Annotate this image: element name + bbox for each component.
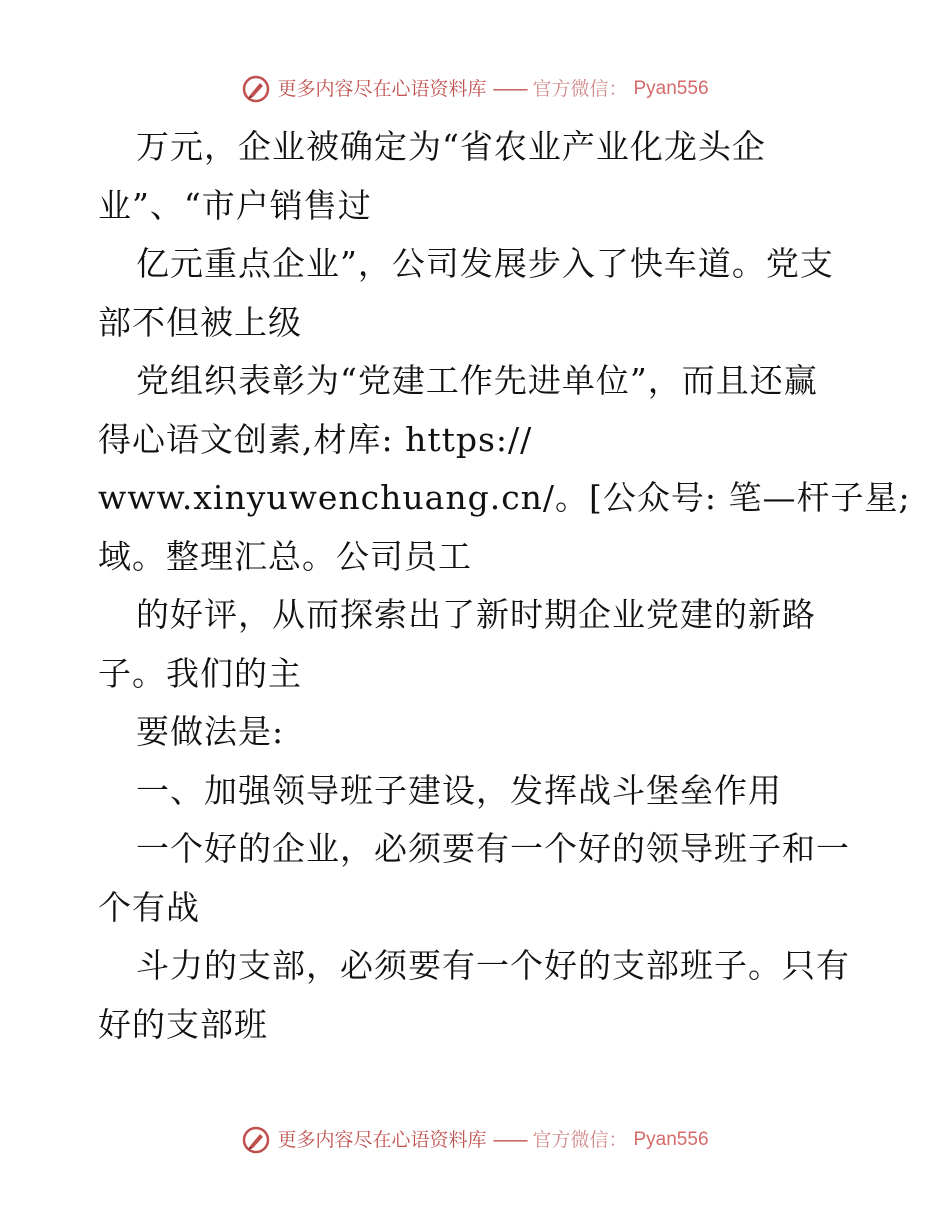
text-line: 部不但被上级 — [98, 302, 302, 342]
text-line: 要做法是: — [136, 712, 285, 751]
text-line: 的好评，从而探索出了新时期企业党建的新路 — [136, 595, 816, 634]
watermark-wechat-id: Pyan556 — [633, 78, 709, 99]
text-line: 亿元重点企业”，公司发展步入了快车道。党支 — [136, 244, 834, 283]
text-line: 一个好的企业，必须要有一个好的领导班子和一 — [136, 829, 850, 868]
footer-watermark — [0, 1125, 950, 1155]
header-watermark — [0, 74, 950, 104]
text-line: www.xinyuwenchuang.cn/。[公众号: 笔—杆子星; — [98, 478, 911, 517]
text-line: 党组织表彰为“党建工作先进单位”，而且还赢 — [136, 361, 818, 400]
text-line: 一、加强领导班子建设，发挥战斗堡垒作用 — [136, 770, 782, 810]
watermark-label: 官方微信： — [532, 78, 628, 100]
text-line: 得心语文创素,材库: https:// — [98, 419, 533, 459]
watermark-label: 官方微信： — [532, 1129, 628, 1151]
text-line: 子。我们的主 — [98, 653, 302, 693]
text-line: 万元，企业被确定为“省农业产业化龙头企 — [136, 127, 766, 166]
text-line: 个有战 — [98, 887, 200, 927]
text-line: 斗力的支部，必须要有一个好的支部班子。只有 — [136, 946, 850, 985]
text-line: 域。整理汇总。公司员工 — [98, 536, 472, 576]
watermark-dash: —— — [492, 1129, 527, 1151]
watermark-brand: 更多内容尽在心语资料库 — [277, 1129, 487, 1151]
pen-logo-icon — [241, 74, 271, 104]
pen-logo-icon — [241, 1125, 271, 1155]
watermark-dash: —— — [492, 78, 527, 100]
document-body — [98, 118, 911, 1054]
text-line: 好的支部班 — [98, 1004, 268, 1044]
watermark-brand: 更多内容尽在心语资料库 — [277, 78, 487, 100]
text-line: 业”、“市户销售过 — [98, 185, 372, 225]
watermark-wechat-id: Pyan556 — [633, 1129, 709, 1150]
